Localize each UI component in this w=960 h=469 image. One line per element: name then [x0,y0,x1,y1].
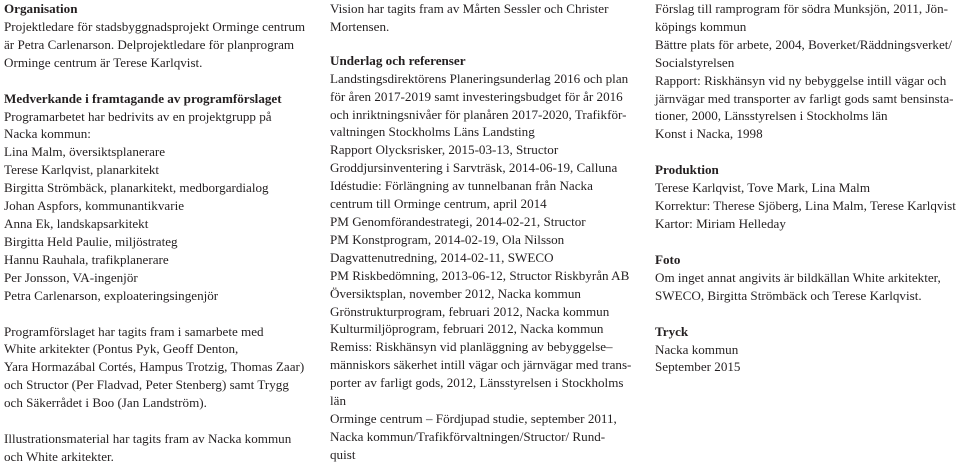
text-line: Kulturmiljöprogram, februari 2012, Nacka kommun [330,321,604,337]
text-line: Nacka kommun/Trafikförvaltningen/Structor/ Rund- [330,428,606,444]
text-line: PM Riskbedömning, 2013-06-12, Structor Riskbyrån AB [330,267,630,283]
text-line: Rapport Olycksrisker, 2015-03-13, Structor [330,142,559,158]
text-line: valtningen Stockholms Läns Landsting [330,124,535,140]
spacer [655,143,960,161]
text-line: och inriktningsnivåer för planåren 2017-2020, Trafikför- [330,106,627,122]
text-line: porter av farligt gods, 2012, Länsstyrelsen i Stockholms [330,375,624,391]
text-line: Kartor: Miriam Helleday [655,215,786,231]
section-heading-produktion: Produktion [655,162,719,178]
spacer [4,305,314,323]
text-line: Om inget annat angivits är bildkällan White arkitekter, [655,269,941,285]
text-line: Konst i Nacka, 1998 [655,126,763,142]
text-line: Nacka kommun: [4,126,91,142]
text-line: Förslag till ramprogram för södra Munksjön, 2011, Jön- [655,1,948,16]
text-line: människors säkerhet intill vägar och järnvägar med trans- [330,357,632,373]
text-line: och Säkerrådet i Boo (Jan Landström). [4,395,207,411]
text-line: Yara Hormazábal Cortés, Hampus Trotzig, Thomas Zaar) [4,359,305,375]
text-line: är Petra Carlenarson. Delprojektledare för planprogram [4,36,295,52]
text-line: Birgitta Strömbäck, planarkitekt, medborgardialog [4,180,269,196]
text-line: tioner, 2000, Länsstyrelsen i Stockholms län [655,108,888,124]
text-line: län [330,393,346,409]
text-line: SWECO, Birgitta Strömbäck och Terese Karlqvist. [655,287,922,303]
text-line: Groddjursinventering i Sarvträsk, 2014-06-19, Calluna [330,160,618,176]
text-line: och Structor (Per Fladvad, Peter Stenberg) samt Trygg [4,377,289,393]
text-line: PM Genomförandestrategi, 2014-02-21, Structor [330,213,586,229]
text-line: Rapport: Riskhänsyn vid ny bebyggelse intill vägar och [655,72,947,88]
section-heading-medverkande-i-framtagande-av-programfors: Medverkande i framtagande av programförslaget [4,90,282,106]
text-line: Remiss: Riskhänsyn vid planläggning av bebyggelse– [330,339,613,355]
text-line: centrum till Orminge centrum, april 2014 [330,196,547,212]
text-line: Orminge centrum – Fördjupad studie, september 2011, [330,410,617,426]
text-line: Birgitta Held Paulie, miljöstrateg [4,233,178,249]
text-line: Terese Karlqvist, Tove Mark, Lina Malm [655,180,871,196]
text-line: Korrektur: Therese Sjöberg, Lina Malm, Terese Karlqvist [655,198,956,214]
spacer [655,305,960,323]
section-heading-tryck: Tryck [655,323,689,339]
text-line: Idéstudie: Förlängning av tunnelbanan från Nacka [330,178,593,194]
text-line: September 2015 [655,359,741,375]
text-line: quist [330,446,356,462]
text-line: Projektledare för stadsbyggnadsprojekt Orminge centrum [4,18,306,34]
text-line: Programförslaget har tagits fram i samarbete med [4,323,264,339]
text-line: Petra Carlenarson, exploateringsingenjör [4,287,219,303]
text-line: och White arkitekter. [4,448,114,464]
text-line: Socialstyrelsen [655,54,735,70]
text-line: Per Jonsson, VA-ingenjör [4,269,138,285]
spacer [4,72,314,90]
text-line: Vision har tagits fram av Mårten Sessler och Christer [330,1,609,16]
text-line: Översiktsplan, november 2012, Nacka kommun [330,285,581,301]
text-line: Johan Aspfors, kommunantikvarie [4,198,185,214]
spacer [655,233,960,251]
text-line: köpings kommun [655,18,747,34]
spacer [330,36,642,52]
text-line: White arkitekter (Pontus Pyk, Geoff Denton, [4,341,239,357]
spacer [4,412,314,430]
text-line: Anna Ek, landskapsarkitekt [4,215,149,231]
text-line: Landstingsdirektörens Planeringsunderlag 2016 och plan [330,70,629,86]
text-line: järnvägar med transporter av farligt gods samt bensinsta- [655,90,954,106]
text-line: för åren 2017-2019 samt investeringsbudget för år 2016 [330,88,623,104]
text-line: PM Konstprogram, 2014-02-19, Ola Nilsson [330,231,565,247]
column-organisation [4,0,314,466]
column-references [330,0,642,464]
text-line: Terese Karlqvist, planarkitekt [4,162,160,178]
text-line: Orminge centrum är Terese Karlqvist. [4,54,203,70]
text-line: Lina Malm, översiktsplanerare [4,144,166,160]
section-heading-organisation: Organisation [4,1,78,16]
text-line: Hannu Rauhala, trafikplanerare [4,251,169,267]
text-line: Bättre plats för arbete, 2004, Boverket/Räddningsverket/ [655,36,953,52]
text-line: Grönstrukturprogram, februari 2012, Nacka kommun [330,303,610,319]
section-heading-foto: Foto [655,251,681,267]
section-heading-underlag-och-referenser: Underlag och referenser [330,52,466,68]
text-line: Nacka kommun [655,341,739,357]
column-production [655,0,960,376]
text-line: Illustrationsmaterial har tagits fram av Nacka kommun [4,431,292,447]
text-line: Mortensen. [330,18,390,34]
text-line: Programarbetet har bedrivits av en projektgrupp på [4,108,272,124]
text-line: Dagvattenutredning, 2014-02-11, SWECO [330,249,554,265]
